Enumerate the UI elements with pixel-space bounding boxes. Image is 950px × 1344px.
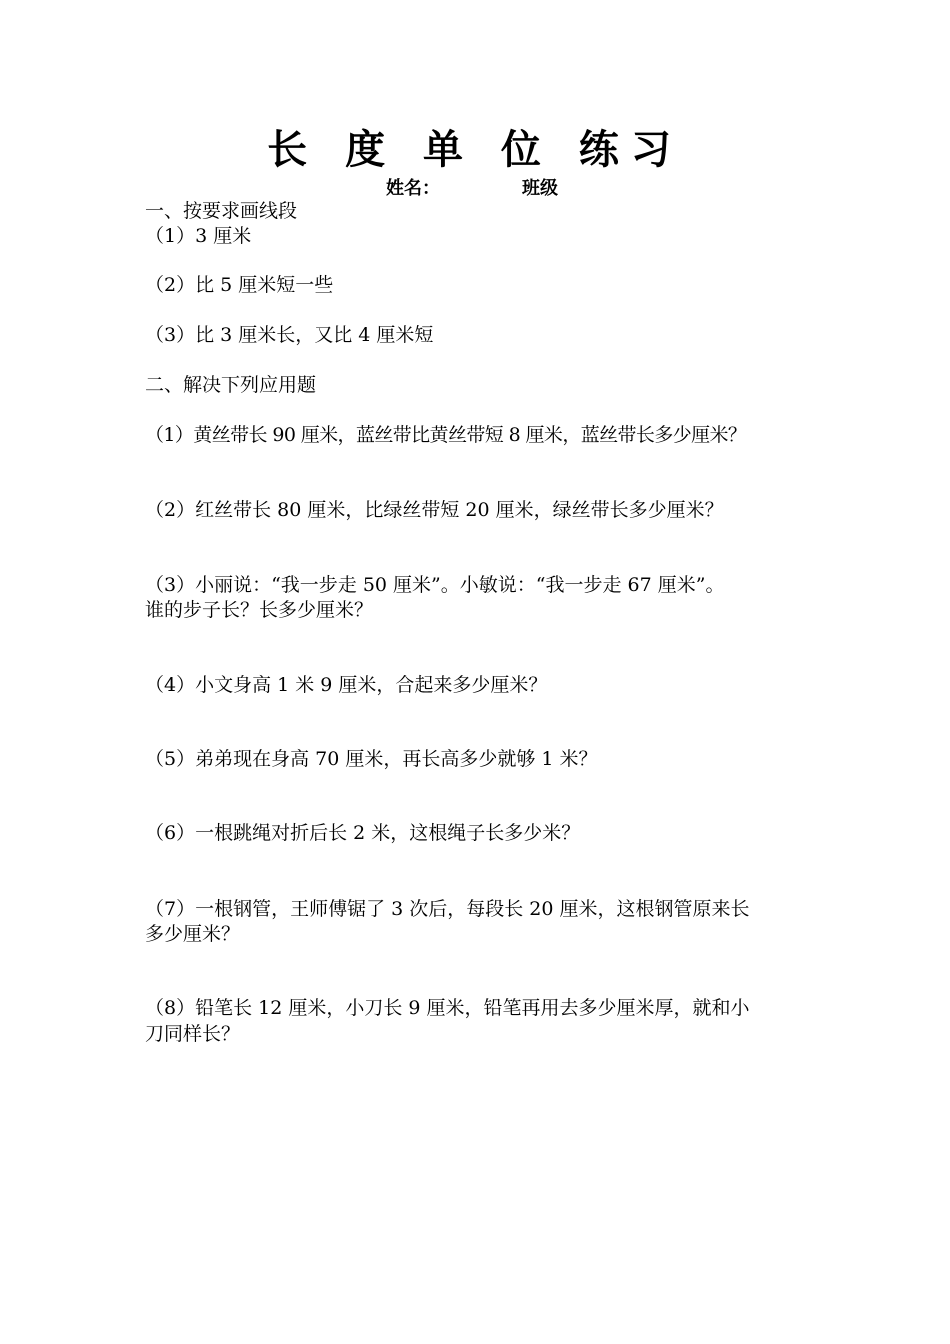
question-draw-2: （2）比 5 厘米短一些 — [145, 274, 334, 296]
class-label: 班级 — [522, 178, 558, 199]
question-problem-3-line1: （3）小丽说：“我一步走 50 厘米”。小敏说：“我一步走 67 厘米”。 — [145, 574, 725, 596]
question-problem-7-line2: 多少厘米？ — [145, 923, 241, 945]
question-problem-3-line2: 谁的步子长？长多少厘米？ — [145, 599, 374, 621]
section-heading-draw-segments: 一、按要求画线段 — [145, 200, 298, 222]
page-title: 长 度 单 位 练习 — [267, 127, 683, 173]
section-heading-word-problems: 二、解决下列应用题 — [145, 374, 317, 396]
question-problem-5: （5）弟弟现在身高 70 厘米，再长高多少就够 1 米？ — [145, 748, 598, 770]
question-draw-1: （1）3 厘米 — [145, 225, 252, 247]
question-problem-8-line1: （8）铅笔长 12 厘米，小刀长 9 厘米，铅笔再用去多少厘米厚，就和小 — [145, 997, 750, 1019]
name-label: 姓名： — [386, 178, 440, 199]
question-problem-8-line2: 刀同样长？ — [145, 1023, 241, 1045]
question-problem-4: （4）小文身高 1 米 9 厘米，合起来多少厘米？ — [145, 674, 548, 696]
question-problem-2: （2）红丝带长 80 厘米，比绿丝带短 20 厘米，绿丝带长多少厘米？ — [145, 499, 724, 521]
question-problem-7-line1: （7）一根钢管，王师傅锯了 3 次后，每段长 20 厘米，这根钢管原来长 — [145, 898, 750, 920]
question-problem-1: （1）黄丝带长 90 厘米，蓝丝带比黄丝带短 8 厘米，蓝丝带长多少厘米？ — [145, 424, 747, 446]
question-draw-3: （3）比 3 厘米长，又比 4 厘米短 — [145, 324, 434, 346]
question-problem-6: （6）一根跳绳对折后长 2 米，这根绳子长多少米？ — [145, 822, 581, 844]
